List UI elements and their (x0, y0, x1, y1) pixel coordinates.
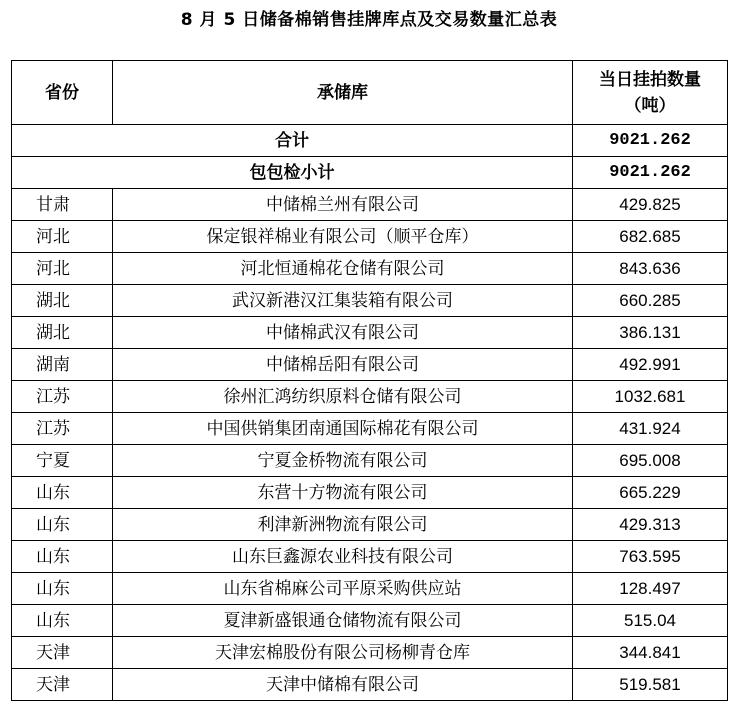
row-quantity: 519.581 (573, 669, 728, 701)
subtotal-label: 包包检小计 (12, 157, 573, 189)
row-province: 河北 (12, 221, 113, 253)
row-province: 山东 (12, 477, 113, 509)
table-row (12, 445, 728, 477)
row-warehouse: 夏津新盛银通仓储物流有限公司 (113, 605, 573, 637)
row-warehouse: 中储棉武汉有限公司 (113, 317, 573, 349)
table-row (12, 381, 728, 413)
row-quantity: 429.825 (573, 189, 728, 221)
row-warehouse: 山东巨鑫源农业科技有限公司 (113, 541, 573, 573)
table-row (12, 573, 728, 605)
row-warehouse: 天津宏棉股份有限公司杨柳青仓库 (113, 637, 573, 669)
row-quantity: 431.924 (573, 413, 728, 445)
table-row (12, 189, 728, 221)
row-quantity: 128.497 (573, 573, 728, 605)
row-province: 山东 (12, 509, 113, 541)
table-row (12, 413, 728, 445)
row-province: 山东 (12, 541, 113, 573)
row-quantity: 763.595 (573, 541, 728, 573)
table-row (12, 477, 728, 509)
row-warehouse: 利津新洲物流有限公司 (113, 509, 573, 541)
subtotal-value: 9021.262 (573, 157, 728, 189)
row-quantity: 665.229 (573, 477, 728, 509)
table-row (12, 509, 728, 541)
total-row (12, 125, 728, 157)
table-row (12, 349, 728, 381)
row-quantity: 695.008 (573, 445, 728, 477)
row-warehouse: 中储棉兰州有限公司 (113, 189, 573, 221)
table-row (12, 253, 728, 285)
row-province: 江苏 (12, 381, 113, 413)
row-quantity: 515.04 (573, 605, 728, 637)
row-quantity: 344.841 (573, 637, 728, 669)
row-province: 河北 (12, 253, 113, 285)
table-header-row (12, 61, 728, 125)
row-warehouse: 武汉新港汉江集装箱有限公司 (113, 285, 573, 317)
total-value: 9021.262 (573, 125, 728, 157)
row-province: 天津 (12, 637, 113, 669)
table-row (12, 541, 728, 573)
row-warehouse: 东营十方物流有限公司 (113, 477, 573, 509)
row-warehouse: 河北恒通棉花仓储有限公司 (113, 253, 573, 285)
table-row (12, 637, 728, 669)
header-warehouse: 承储库 (113, 61, 573, 125)
row-quantity: 1032.681 (573, 381, 728, 413)
document-title: 8 月 5 日储备棉销售挂牌库点及交易数量汇总表 (180, 10, 558, 30)
row-province: 天津 (12, 669, 113, 701)
row-province: 宁夏 (12, 445, 113, 477)
total-label: 合计 (12, 125, 573, 157)
row-quantity: 492.991 (573, 349, 728, 381)
table-row (12, 669, 728, 701)
header-quantity (573, 61, 728, 125)
row-quantity: 429.313 (573, 509, 728, 541)
row-province: 江苏 (12, 413, 113, 445)
row-warehouse: 山东省棉麻公司平原采购供应站 (113, 573, 573, 605)
row-warehouse: 中国供销集团南通国际棉花有限公司 (113, 413, 573, 445)
row-quantity: 843.636 (573, 253, 728, 285)
header-quantity-unit: （吨） (624, 95, 676, 116)
summary-table (11, 60, 728, 701)
subtotal-row (12, 157, 728, 189)
row-quantity: 386.131 (573, 317, 728, 349)
row-warehouse: 中储棉岳阳有限公司 (113, 349, 573, 381)
table-row (12, 285, 728, 317)
row-province: 山东 (12, 573, 113, 605)
table-row (12, 317, 728, 349)
row-warehouse: 保定银祥棉业有限公司（顺平仓库） (113, 221, 573, 253)
row-warehouse: 宁夏金桥物流有限公司 (113, 445, 573, 477)
row-province: 湖北 (12, 285, 113, 317)
row-warehouse: 天津中储棉有限公司 (113, 669, 573, 701)
table-row (12, 605, 728, 637)
row-province: 湖北 (12, 317, 113, 349)
header-quantity-label: 当日挂拍数量 (599, 69, 701, 90)
row-province: 湖南 (12, 349, 113, 381)
row-quantity: 660.285 (573, 285, 728, 317)
row-province: 山东 (12, 605, 113, 637)
row-quantity: 682.685 (573, 221, 728, 253)
header-province: 省份 (12, 61, 113, 125)
row-warehouse: 徐州汇鸿纺织原料仓储有限公司 (113, 381, 573, 413)
row-province: 甘肃 (12, 189, 113, 221)
table-row (12, 221, 728, 253)
